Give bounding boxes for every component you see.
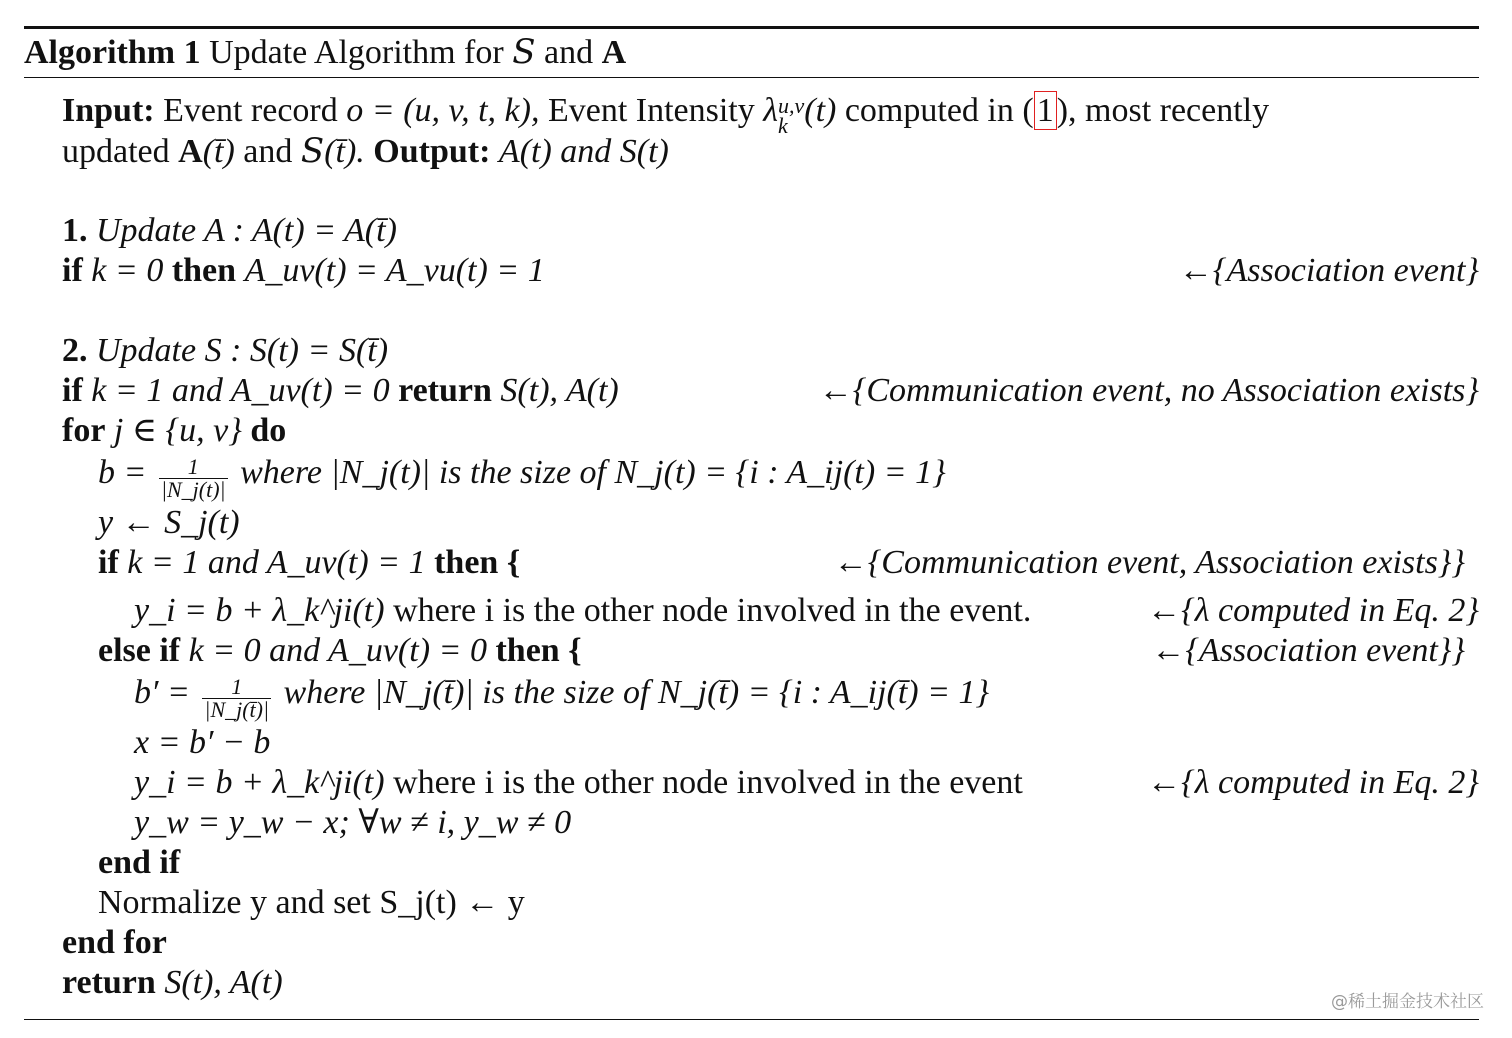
return-line: return S(t), A(t): [62, 964, 283, 1001]
step2-comment-2: ←{Communication event, Association exists}}: [833, 544, 1465, 581]
input-line-1: Input: Event record o = (u, v, t, k), Event Intensity λ u,v k (t) computed in (1), most recently: [62, 92, 1270, 138]
yi-line-1: y_i = b + λ_k^ji(t) where i is the other node involved in the event.: [134, 592, 1032, 629]
step2-comment-3: ←{λ computed in Eq. 2}: [1147, 592, 1479, 629]
citation-link[interactable]: 1: [1034, 91, 1057, 130]
step2-comment-4: ←{Association event}}: [1151, 632, 1465, 669]
bprime-line: b′ = $\frac{1}{|N\_j(t̄)|}$ where |N_j(t̄)| is the size of N_j(t̄) = {i : A_ij(t̄) = 1}: [134, 674, 990, 722]
fraction: $\frac{1}{|N\_j(t)|}$: [160, 454, 226, 502]
normalize-line: Normalize y and set S_j(t) ← y: [98, 884, 525, 921]
step1-comment: ←{Association event}: [1178, 252, 1479, 289]
step1-title: 1. Update A : A(t) = A(t̄): [62, 212, 397, 249]
if-association-line: if k = 1 and A_uv(t) = 1 then {: [98, 544, 521, 581]
step2-title: 2. Update S : S(t) = S(t̄): [62, 332, 389, 369]
elseif-line: else if k = 0 and A_uv(t) = 0 then {: [98, 632, 582, 669]
y-assign-line: y ← S_j(t): [98, 504, 240, 541]
step1-if-line: if k = 0 then A_uv(t) = A_vu(t) = 1: [62, 252, 545, 289]
algorithm-label: Algorithm 1: [24, 34, 201, 71]
watermark: @稀土掘金技术社区: [1331, 992, 1484, 1012]
yi-line-2: y_i = b + λ_k^ji(t) where i is the other node involved in the event: [134, 764, 1023, 801]
yw-line: y_w = y_w − x; ∀w ≠ i, y_w ≠ 0: [134, 804, 572, 841]
algorithm-header: [24, 29, 1479, 78]
x-line: x = b′ − b: [134, 724, 271, 761]
endfor-line: end for: [62, 924, 167, 961]
endif-line: end if: [98, 844, 181, 881]
step2-comment-5: ←{λ computed in Eq. 2}: [1147, 764, 1479, 801]
b-line: b = $\frac{1}{|N\_j(t)|}$ where |N_j(t)| is the size of N_j(t) = {i : A_ij(t) = 1}: [98, 454, 946, 502]
algorithm-title: Update Algorithm for S and A: [209, 32, 627, 72]
step2-if-return-line: if k = 1 and A_uv(t) = 0 return S(t), A(t): [62, 372, 619, 409]
for-line: for j ∈ {u, v} do: [62, 412, 287, 449]
algorithm-box: [24, 26, 1479, 1020]
step2-comment-1: ←{Communication event, no Association exists}: [818, 372, 1479, 409]
input-line-2: updated A(t̄) and S(t̄). Output: A(t) and S(t): [62, 131, 669, 171]
fraction: $\frac{1}{|N\_j(t̄)|}$: [204, 674, 270, 722]
